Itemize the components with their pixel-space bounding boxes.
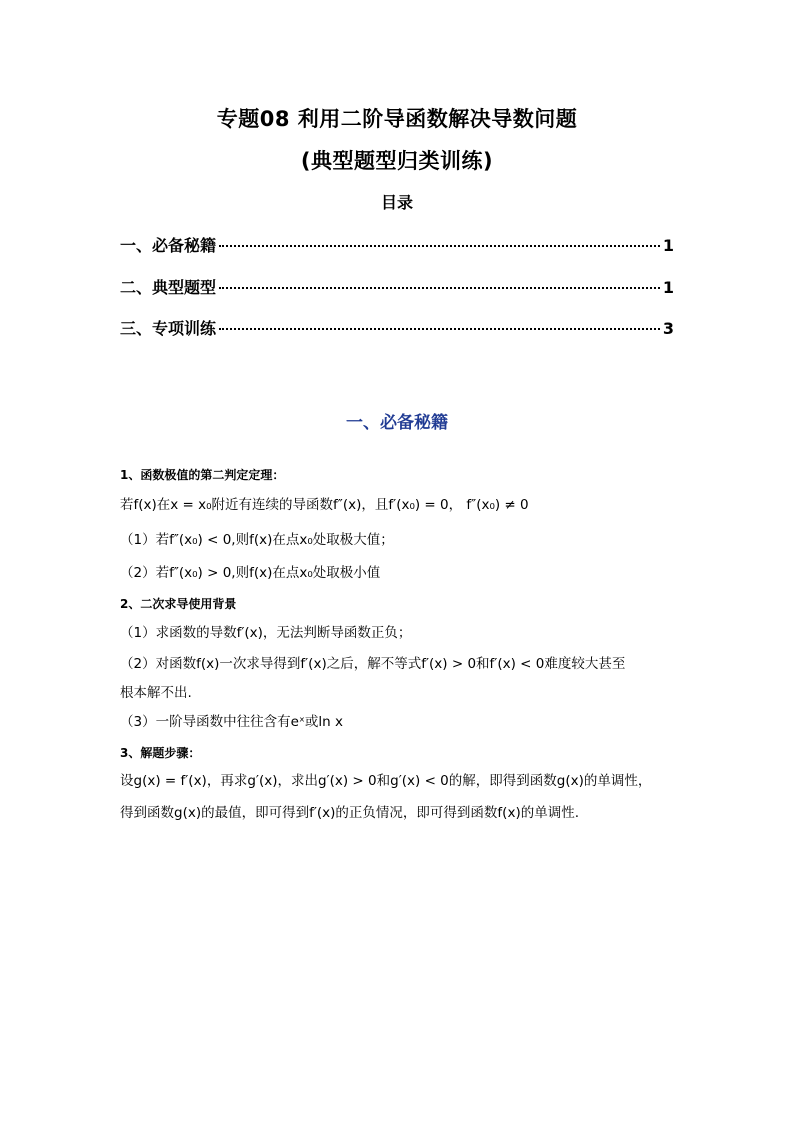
subheading-3: 3、解题步骤： [120, 746, 201, 760]
theorem-case-1: （1）若f″(x₀) < 0,则f(x)在点x₀处取极大值； [120, 532, 394, 548]
toc-item-1[interactable] [120, 233, 674, 256]
toc-item-page: 1 [662, 278, 674, 297]
subheading-2: 2、二次求导使用背景 [120, 597, 237, 611]
document-subtitle: (典型题型归类训练) [300, 149, 494, 173]
toc-leader [219, 328, 660, 330]
subheading-1: 1、函数极值的第二判定定理： [120, 468, 285, 482]
toc-leader [219, 287, 660, 289]
background-item-2: （2）对函数f(x)一次求导得到f′(x)之后，解不等式f′(x) > 0和f′(x) < 0难度较大甚至 [120, 656, 626, 672]
theorem-case-2: （2）若f″(x₀) > 0,则f(x)在点x₀处取极小值 [120, 565, 381, 581]
background-item-3: （3）一阶导函数中往往含有eˣ或ln x [120, 714, 343, 730]
steps-line-1: 设g(x) = f′(x)，再求g′(x)，求出g′(x) > 0和g′(x) < 0的解，即得到函数g(x)的单调性， [120, 773, 652, 789]
toc-item-label: 一、必备秘籍 [120, 236, 217, 255]
background-item-1: （1）求函数的导数f′(x)，无法判断导函数正负； [120, 625, 412, 641]
steps-line-2: 得到函数g(x)的最值，即可得到f′(x)的正负情况，即可得到函数f(x)的单调性. [120, 805, 579, 821]
toc-item-page: 3 [662, 319, 674, 338]
toc-heading: 目录 [380, 193, 413, 212]
section-title: 一、必备秘籍 [346, 413, 448, 433]
toc-item-3[interactable] [120, 316, 674, 339]
toc-item-page: 1 [662, 236, 674, 255]
toc-leader [219, 245, 660, 247]
toc-item-label: 三、专项训练 [120, 319, 217, 338]
toc-item-2[interactable] [120, 275, 674, 298]
background-item-2-cont: 根本解不出. [120, 685, 192, 701]
toc-item-label: 二、典型题型 [120, 278, 217, 297]
document-title: 专题08 利用二阶导函数解决导数问题 [216, 107, 578, 131]
theorem-statement: 若f(x)在x = x₀附近有连续的导函数f″(x)，且f′(x₀) = 0， f″(x₀) ≠ 0 [120, 497, 529, 513]
